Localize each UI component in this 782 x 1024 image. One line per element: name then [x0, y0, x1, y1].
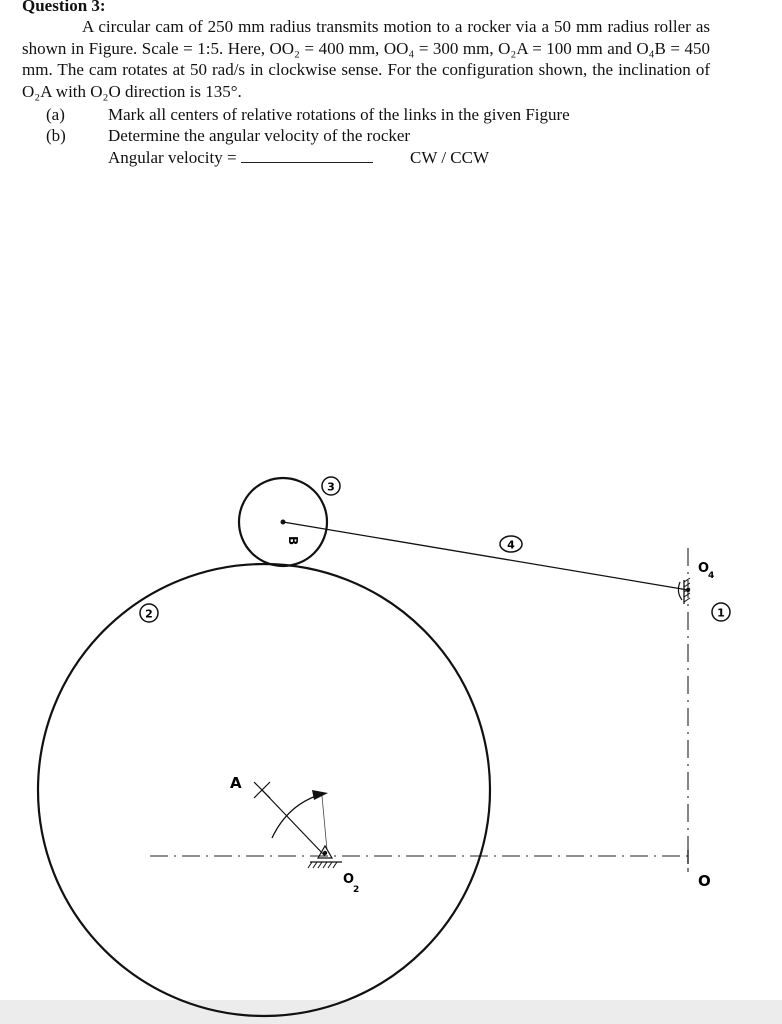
pivot-o2-pin	[323, 851, 327, 855]
question-heading: Question 3:	[22, 0, 106, 15]
label-o: O	[698, 872, 711, 890]
angle-reference-line	[322, 796, 327, 850]
link-number-2	[140, 604, 158, 622]
label-o4-sub: 4	[708, 571, 715, 581]
rocker-link	[283, 522, 688, 590]
answer-label: Angular velocity =	[108, 148, 237, 167]
cam-circle	[38, 564, 490, 1016]
label-b: B	[286, 536, 300, 546]
label-a: A	[230, 774, 242, 792]
link-number-4-text: 4	[507, 538, 515, 552]
link-number-3	[322, 477, 340, 495]
question-body-text: A circular cam of 250 mm radius transmits motion to a rocker via a 50 mm radius roller as shown in Figure. Scale = 1:5. Here, OO₂ = 400 mm, OO₄ = 300 mm, O₂A = 100 mm and O₄B = 450 mm. The cam rotates at 50 rad/s in clockwise sense. For the configuration shown, the inclination of O₂A with O₂O direction is 135°.	[22, 17, 710, 101]
link-number-1	[712, 603, 730, 621]
pivot-o4-pin	[686, 588, 690, 592]
part-a-label: (a)	[46, 105, 65, 124]
link-number-2-text: 2	[145, 607, 153, 621]
link-number-1-text: 1	[717, 606, 725, 620]
label-o2-sub: 2	[353, 885, 360, 895]
part-a-text: Mark all centers of relative rotations of the links in the given Figure	[108, 105, 570, 124]
link-number-3-text: 3	[327, 480, 335, 494]
part-b-label: (b)	[46, 126, 66, 145]
rotation-arc	[272, 794, 322, 838]
rotation-arrow-icon	[312, 790, 328, 800]
answer-direction: CW / CCW	[410, 148, 490, 167]
ground-o2-hatch	[308, 862, 337, 868]
link-number-4	[500, 536, 522, 552]
label-o2: O	[343, 872, 355, 887]
pin-b	[281, 520, 286, 525]
part-b-text: Determine the angular velocity of the rocker	[108, 126, 411, 145]
label-o4: O	[698, 561, 710, 576]
pivot-o4-bracket	[678, 582, 682, 600]
crank-line	[262, 790, 325, 856]
